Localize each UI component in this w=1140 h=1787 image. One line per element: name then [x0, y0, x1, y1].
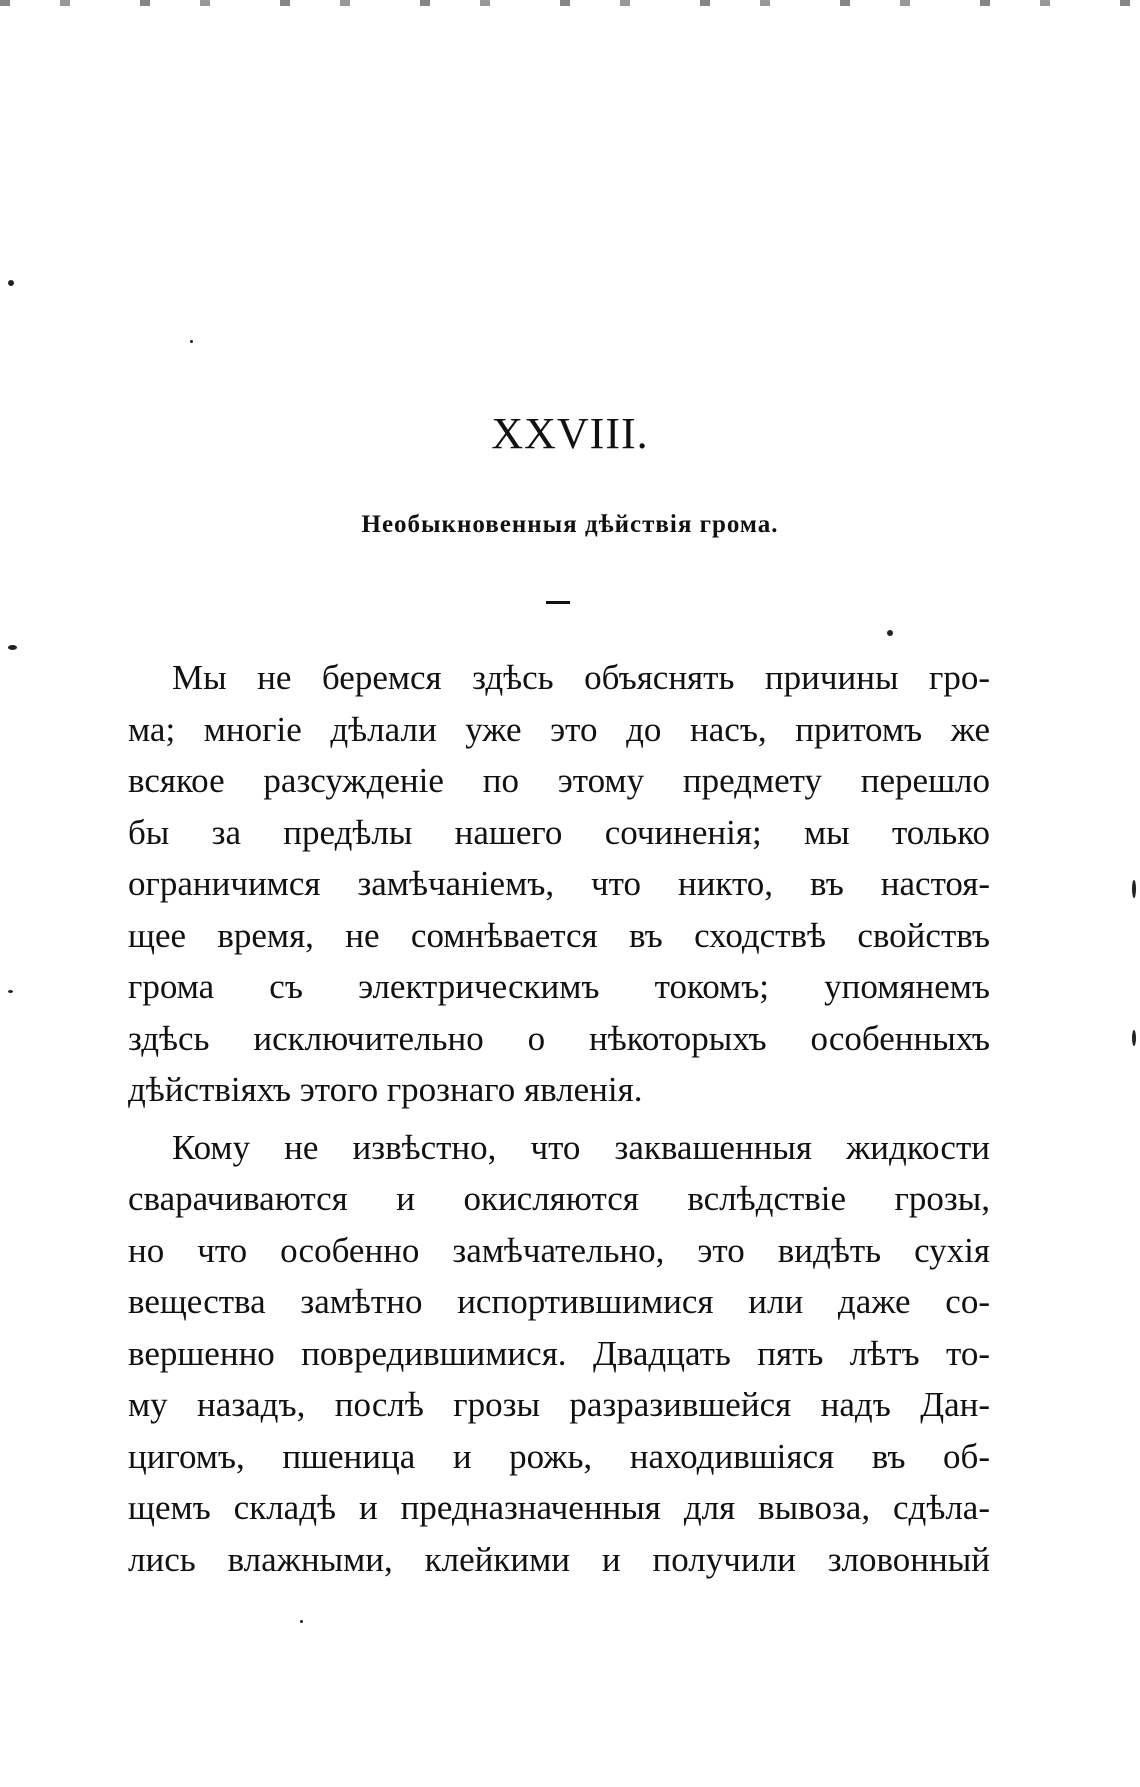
scan-speck	[8, 280, 14, 286]
chapter-title: Необыкновенныя дѣйствія грома.	[361, 511, 779, 538]
scan-top-edge	[0, 0, 1140, 6]
text-line: сварачиваются и окисляются вслѣдствіе грозы,	[128, 1179, 990, 1218]
text-line: грома съ электрическимъ токомъ; упомянемъ	[128, 967, 990, 1006]
scan-speck	[1132, 880, 1136, 898]
scan-speck	[887, 630, 893, 636]
text-line: вершенно повредившимися. Двадцать пять лѣтъ то-	[128, 1333, 990, 1373]
body-text	[128, 652, 990, 1585]
scan-speck	[8, 990, 13, 993]
chapter-number: XXVIII.	[491, 409, 649, 458]
scan-speck	[300, 1620, 303, 1623]
text-line: щемъ складѣ и предназначенныя для вывоза, сдѣла-	[128, 1488, 990, 1527]
text-line: му назадъ, послѣ грозы разразившейся надъ Дан-	[128, 1385, 990, 1424]
text-line: дѣйствіяхъ этого грознаго явленія.	[128, 1070, 643, 1109]
text-line: здѣсь исключительно о нѣкоторыхъ особенныхъ	[128, 1018, 990, 1058]
scan-speck	[8, 645, 17, 650]
text-line: всякое разсужденіе по этому предмету перешло	[128, 761, 990, 800]
scan-speck	[1132, 1030, 1136, 1046]
text-line: ограничимся замѣчаніемъ, что никто, въ настоя-	[128, 864, 990, 903]
text-line: цигомъ, пшеница и рожь, находившіяся въ об-	[128, 1436, 990, 1476]
scan-speck	[190, 340, 193, 343]
text-line: бы за предѣлы нашего сочиненія; мы только	[128, 812, 990, 852]
text-line: Кому не извѣстно, что заквашенныя жидкости	[172, 1127, 990, 1167]
text-line: лись влажными, клейкими и получили зловонный	[128, 1539, 990, 1579]
text-line: но что особенно замѣчательно, это видѣть сухія	[128, 1230, 990, 1270]
text-line: Мы не беремся здѣсь объяснять причины гро-	[172, 658, 990, 697]
text-line: вещества замѣтно испортившимися или даже со-	[128, 1282, 990, 1321]
title-rule	[546, 601, 570, 604]
text-line: щее время, не сомнѣвается въ сходствѣ свойствъ	[128, 915, 990, 955]
text-line: ма; многіе дѣлали уже это до насъ, притомъ же	[128, 709, 990, 749]
